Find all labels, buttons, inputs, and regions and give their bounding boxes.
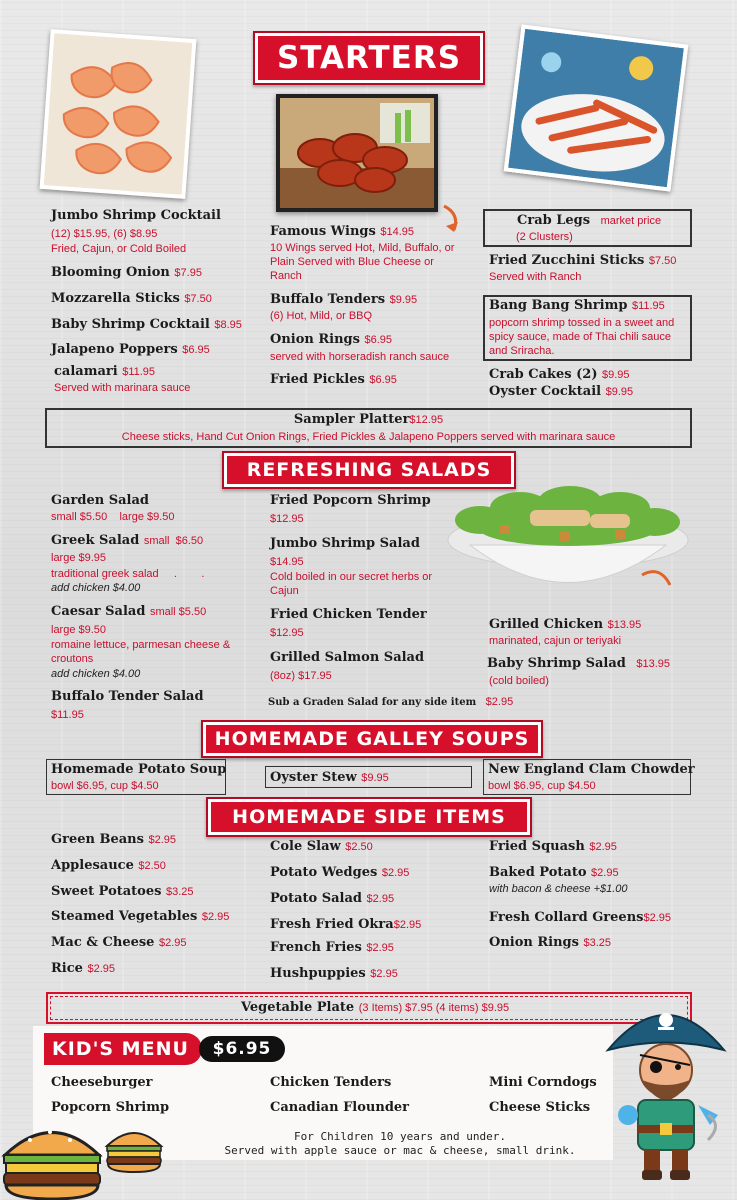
item-name: Baby Shrimp Cocktail [51,317,210,332]
crab-legs [517,213,661,229]
side-item [270,917,421,933]
item-name: Baked Potato [489,865,587,880]
kids-footer-line2: Served with apple sauce or mac & cheese, small drink. [224,1144,576,1157]
item-price: small $6.50 [143,535,204,547]
item-name: Crab Cakes (2) [489,367,598,382]
baby-shrimp-salad-desc: (cold boiled) [489,675,549,687]
item-name: Mozzarella Sticks [51,291,180,306]
side-item [489,935,611,951]
item-name: Bang Bang Shrimp [489,298,628,313]
sub-note-price: $2.95 [485,696,514,708]
side-item [51,884,194,900]
caesar-salad-price-large: large $9.50 [51,624,107,636]
item-price: $2.95 [591,867,619,879]
item-price: $13.95 [636,658,671,670]
item-price: $2.95 [393,919,422,931]
item-name: Grilled Chicken [489,617,604,632]
kids-menu-price: $6.95 [199,1036,285,1062]
side-item [270,839,373,855]
item-name: Fresh Fried Okra [270,917,394,932]
item-name: Steamed Vegetables [51,909,198,924]
salad-bowl-image [440,470,695,610]
soups-banner: HOMEMADE GALLEY SOUPS [201,720,543,758]
jalapeno-poppers [51,342,210,358]
crab-legs-photo [504,24,689,191]
greek-salad-desc: traditional greek salad . . [51,568,205,580]
buffalo-tenders-desc: (6) Hot, Mild, or BBQ [270,310,373,322]
side-item [51,935,187,951]
item-name: Crab Legs [517,213,591,228]
item-name: Buffalo Tenders [270,292,386,307]
item-name: Rice [51,961,83,976]
side-item [270,940,394,956]
item-price: $8.95 [214,319,242,331]
item-price: $2.95 [158,937,187,949]
item-name: Cole Slaw [270,839,341,854]
greek-salad [51,533,203,549]
caesar-salad [51,604,206,620]
side-item [51,858,166,874]
item-price: $9.95 [361,772,389,784]
item-name: Onion Rings [270,332,360,347]
caesar-salad-note: add chicken $4.00 [51,668,141,680]
kids-item: Chicken Tenders [270,1075,392,1090]
grilled-salmon-salad-price: (8oz) $17.95 [270,670,332,682]
item-price: $2.95 [148,834,176,846]
item-name: Jalapeno Poppers [51,342,178,357]
grilled-salmon-salad-name: Grilled Salmon Salad [270,650,425,665]
fried-chicken-tender-name: Fried Chicken Tender [270,607,427,622]
bang-bang-shrimp-desc: popcorn shrimp tossed in a sweet and spicy sauce, made of Thai chili sauce and Sriracha. [489,317,675,357]
item-name: Potato Salad [270,891,362,906]
buffalo-tenders [270,292,417,308]
sampler-platter-desc: Cheese sticks, Hand Cut Onion Rings, Fried Pickles & Jalapeno Poppers served with marinara sauce [121,431,616,443]
side-item [51,909,229,925]
item-price: market price [600,215,662,227]
item-price: $11.95 [631,300,665,312]
famous-wings-desc: 10 Wings served Hot, Mild, Buffalo, or Plain Served with Blue Cheese or Ranch [270,242,455,282]
sides-banner: HOMEMADE SIDE ITEMS [206,797,532,837]
item-price: (3 Items) $7.95 (4 items) $9.95 [358,1002,510,1014]
item-name: Vegetable Plate [241,1000,355,1015]
item-name: Mac & Cheese [51,935,155,950]
item-name: French Fries [270,940,362,955]
fried-zucchini-desc: Served with Ranch [489,271,582,283]
item-price: $2.95 [643,912,671,924]
salads-banner: REFRESHING SALADS [222,451,516,489]
calamari-desc: Served with marinara sauce [54,382,191,394]
side-item [51,961,115,977]
item-name: Sampler Platter [293,412,410,427]
item-price: $2.95 [87,963,115,975]
item-price: $2.95 [370,968,398,980]
fried-pickles [270,372,397,388]
side-item [489,865,619,881]
item-price: $2.95 [201,911,230,923]
baby-shrimp-salad [487,656,670,672]
kids-footer-line1: For Children 10 years and under. [294,1130,506,1143]
item-name: Blooming Onion [51,265,170,280]
vegetable-plate [241,1000,509,1016]
item-price: $9.95 [602,369,630,381]
calamari [54,364,155,380]
item-price: $2.95 [366,893,395,905]
side-item [489,910,671,926]
side-item [489,839,617,855]
sub-salad-note [268,696,513,708]
item-price: $12.95 [409,414,444,426]
buffalo-tender-salad-name: Buffalo Tender Salad [51,689,204,704]
onion-rings-desc: served with horseradish ranch sauce [270,351,450,363]
side-item [270,865,409,881]
onion-rings [270,332,392,348]
jumbo-shrimp-cocktail-desc: Fried, Cajun, or Cold Boiled [51,243,187,255]
item-price: $2.50 [345,841,373,853]
item-name: Fried Zucchini Sticks [489,253,645,268]
item-price: $2.95 [366,942,394,954]
jumbo-shrimp-cocktail-name: Jumbo Shrimp Cocktail [51,208,221,223]
kids-item: Mini Corndogs [489,1075,597,1090]
item-name: Famous Wings [270,224,376,239]
item-name: Caesar Salad [51,604,146,619]
side-item [270,891,394,907]
bang-bang-shrimp [489,298,665,314]
kids-item: Cheeseburger [51,1075,153,1090]
item-price: $2.50 [138,860,166,872]
greek-salad-price-large: large $9.95 [51,552,107,564]
item-price: $2.95 [589,841,617,853]
item-price: $7.50 [184,293,212,305]
crab-cakes [489,367,630,383]
oyster-stew [270,770,389,786]
baby-shrimp-cocktail [51,317,242,333]
jumbo-shrimp-salad-desc: Cold boiled in our secret herbs or Cajun [270,571,433,597]
item-price: $2.95 [381,867,410,879]
item-name: Greek Salad [51,533,140,548]
item-price: $6.95 [364,334,393,346]
kids-item: Cheese Sticks [489,1100,591,1115]
item-name: Hushpuppies [270,966,366,981]
fried-popcorn-shrimp-price: $12.95 [270,513,304,525]
burger-icon [0,1110,165,1200]
item-name: Potato Wedges [270,865,378,880]
item-price: small $5.50 [149,606,207,618]
mozzarella-sticks [51,291,212,307]
item-price: $7.95 [174,267,202,279]
item-name: Onion Rings [489,935,579,950]
item-price: $3.25 [165,886,194,898]
item-price: $14.95 [380,226,415,238]
side-item [270,966,398,982]
item-name: Baby Shrimp Salad [487,656,626,671]
sampler-platter [0,412,737,428]
fried-chicken-tender-price: $12.95 [270,627,304,639]
item-name: Fried Pickles [270,372,365,387]
item-price: $3.25 [583,937,612,949]
baked-potato-note: with bacon & cheese +$1.00 [489,883,628,895]
jumbo-shrimp-salad-name: Jumbo Shrimp Salad [270,536,420,551]
starters-banner: STARTERS [253,31,485,85]
potato-soup-name: Homemade Potato Soup [51,762,227,777]
item-name: calamari [54,364,118,379]
famous-wings [270,224,414,240]
item-name: Fresh Collard Greens [489,910,644,925]
grilled-chicken-desc: marinated, cajun or teriyaki [489,635,622,647]
fried-zucchini-sticks [489,253,676,269]
item-price: $11.95 [122,366,156,378]
item-price: $7.50 [648,255,677,267]
item-price: $6.95 [369,374,397,386]
kids-menu-banner: KID'S MENU [44,1033,202,1065]
item-price: $13.95 [607,619,642,631]
blooming-onion [51,265,202,281]
item-name: Oyster Cocktail [489,384,602,399]
clam-chowder-price: bowl $6.95, cup $4.50 [488,780,596,792]
side-item [51,832,176,848]
garden-salad-price: small $5.50 large $9.50 [51,511,175,523]
oyster-cocktail [489,384,633,400]
shrimp-cocktail-photo [40,29,197,199]
wings-photo [276,94,438,212]
sub-note-text: Sub a Graden Salad for any side item [268,697,477,708]
grilled-chicken [489,617,641,633]
item-name: Fried Squash [489,839,585,854]
item-name: Green Beans [51,832,144,847]
potato-soup-price: bowl $6.95, cup $4.50 [51,780,159,792]
buffalo-tender-salad-price: $11.95 [51,709,84,721]
item-price: $6.95 [182,344,210,356]
jumbo-shrimp-salad-price: $14.95 [270,556,304,568]
greek-salad-note: add chicken $4.00 [51,582,141,594]
item-price: $9.95 [605,386,634,398]
item-name: Sweet Potatoes [51,884,162,899]
clam-chowder-name: New England Clam Chowder [488,762,695,777]
pirate-mascot-icon [598,995,734,1185]
garden-salad-name: Garden Salad [51,493,149,508]
item-name: Applesauce [51,858,134,873]
fried-popcorn-shrimp-name: Fried Popcorn Shrimp [270,493,431,508]
kids-item: Popcorn Shrimp [51,1100,170,1115]
jumbo-shrimp-cocktail-price: (12) $15.95, (6) $8.95 [51,228,158,240]
kids-item: Canadian Flounder [270,1100,410,1115]
item-price: $9.95 [389,294,418,306]
crab-legs-desc: (2 Clusters) [516,231,573,243]
caesar-salad-desc: romaine lettuce, parmesan cheese & croutons [51,639,231,665]
item-name: Oyster Stew [270,770,357,785]
arrow-icon [440,204,464,234]
